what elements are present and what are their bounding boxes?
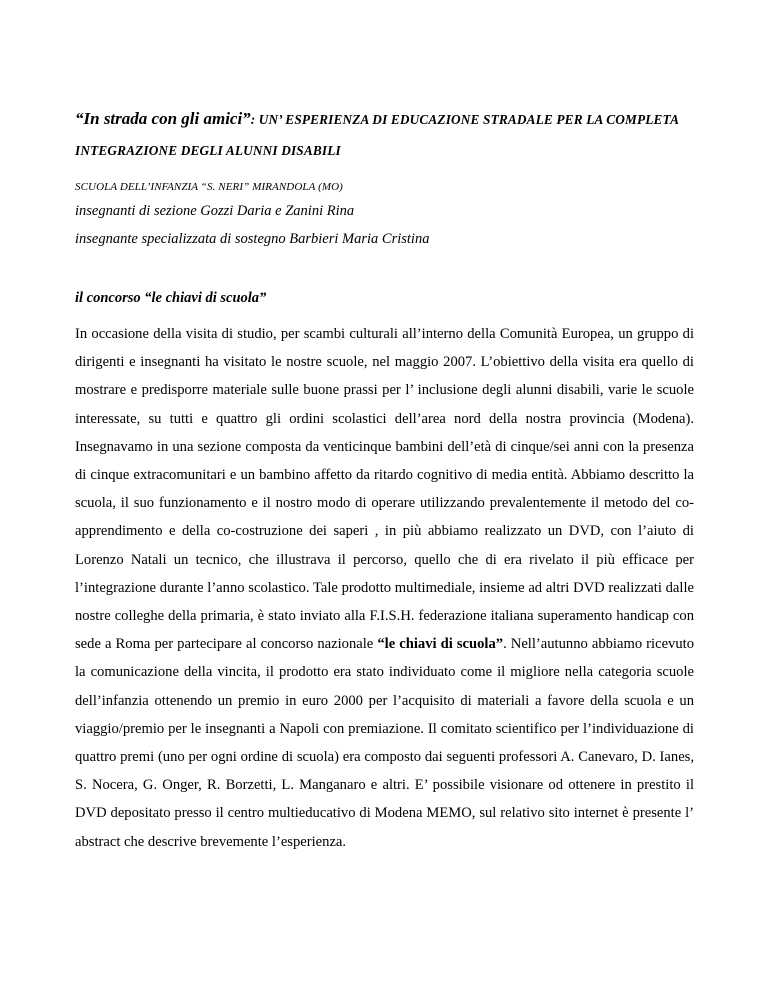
section-teachers: insegnanti di sezione Gozzi Daria e Zanini Rina — [75, 203, 355, 219]
section-heading: il concorso “le chiavi di scuola” — [75, 290, 267, 306]
body-text-part-1: In occasione della visita di studio, per scambi culturali all’interno della Comunità Europea, un gruppo di dirigenti e insegnanti ha visitato le nostre scuole, nel maggio 2007. L’obiettivo della visita era quello di mostrare e predisporre materiale sulle buone prassi per l’ inclusione degli alunni disabili, varie le scuole interessate, su tutti e quattro gli ordini scolastici dell’area nord della nostra provincia (Modena). Insegnavamo in una sezione composta da venticinque bambini dell’età di cinque/sei anni con la presenza di cinque extracomunitari e un bambino affetto da ritardo cognitivo di media entità. Abbiamo descritto la scuola, il suo funzionamento e il nostro modo di operare utilizzando prevalentemente il metodo del co-apprendimento e della co-costruzione dei saperi , in più abbiamo realizzato un DVD, con l’aiuto di Lorenzo Natali un tecnico, che illustrava il percorso, quello che di era rivelato il più efficace per l’integrazione durante l’anno scolastico. Tale prodotto multimediale, insieme ad altri DVD realizzati dalle nostre colleghe della primaria, è stato inviato alla F.I.S.H. federazione italiana superamento handicap con sede a Roma per partecipare al concorso nazionale — [75, 326, 694, 653]
title-quote: “In strada con gli amici” — [75, 109, 251, 128]
body-contest-name: “le chiavi di scuola” — [377, 636, 504, 653]
body-paragraph — [75, 320, 694, 856]
body-text-part-2: . Nell’autunno abbiamo ricevuto la comunicazione della vincita, il prodotto era stato individuato come il migliore nella categoria scuole dell’infanzia ottenendo un premio in euro 2000 per l’acquisito di materiali a favore della scuola e un viaggio/premio per le insegnanti a Napoli con premiazione. Il comitato scientifico per l’individuazione di quattro premi (uno per ogni ordine di scuola) era composto dai seguenti professori A. Canevaro, D. Ianes, S. Nocera, G. Onger, R. Borzetti, L. Manganaro e altri. E’ possibile visionare od ottenere in prestito il DVD depositato presso il centro multieducativo di Modena MEMO, sul relativo sito internet è presente l’ abstract che descrive brevemente l’esperienza. — [75, 636, 694, 850]
title-subtitle: : UN’ ESPERIENZA DI EDUCAZIONE STRADALE PER LA COMPLETA INTEGRAZIONE DEGLI ALUNNI DISABILI — [75, 112, 679, 158]
school-name: SCUOLA DELL’INFANZIA “S. NERI” MIRANDOLA (MO) — [75, 181, 343, 193]
support-teacher: insegnante specializzata di sostegno Barbieri Maria Cristina — [75, 231, 430, 247]
document-title — [75, 103, 695, 166]
